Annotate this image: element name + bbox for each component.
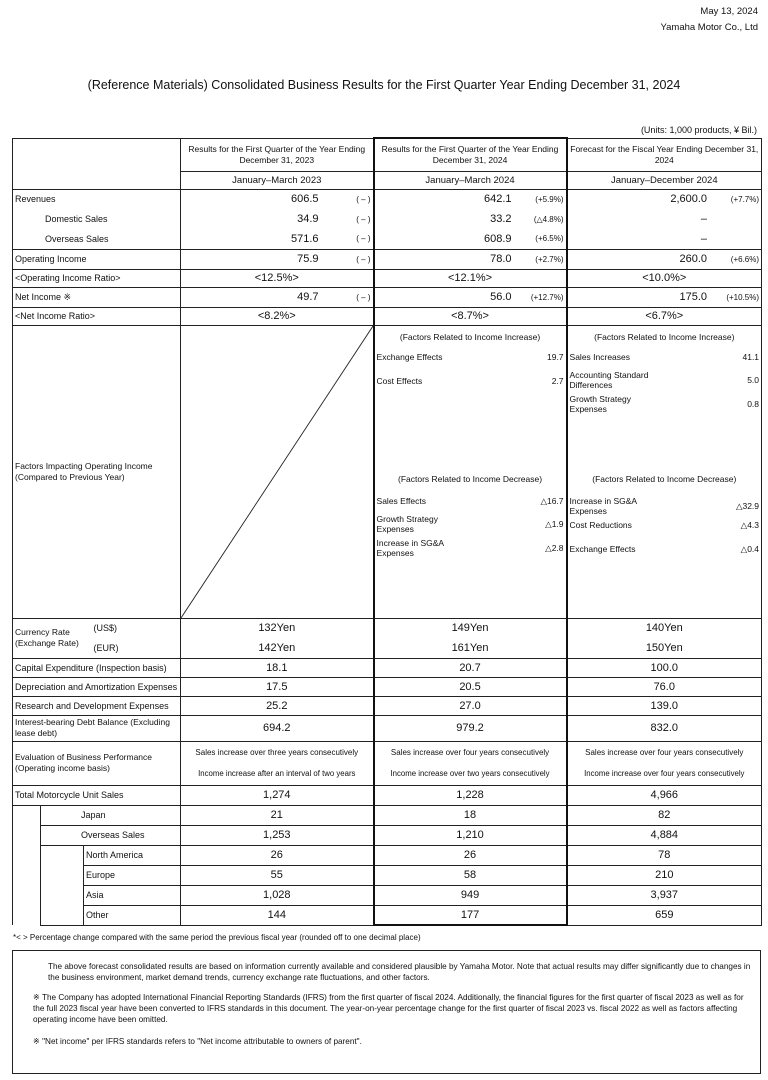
fy-inc-name-1: Accounting Standard Differences [569, 369, 649, 390]
net-income-q1-2024: 56.0 [490, 291, 512, 303]
q1-dec-name-1: Growth Strategy Expenses [376, 513, 438, 534]
domestic-q1-2024-change: (△4.8%) [533, 214, 564, 224]
row-label-capex: Capital Expenditure (Inspection basis) [13, 658, 181, 677]
na-q1-2024: 26 [374, 845, 567, 865]
op-income-q1-2024-change: (+2.7%) [535, 254, 564, 264]
net-income-fy-2024: 175.0 [679, 291, 708, 303]
debt-q1-2024: 979.2 [374, 715, 567, 741]
eur-fy-2024: 150Yen [567, 638, 762, 658]
fy-decrease-heading: (Factors Related to Income Decrease) [592, 473, 737, 484]
europe-q1-2024: 58 [374, 865, 567, 885]
eval-income-fy-2024: Income increase over four years consecutively [567, 763, 762, 785]
usd-q1-2024: 149Yen [374, 618, 567, 638]
row-label-debt: Interest-bearing Debt Balance (Excluding lease debt) [13, 715, 181, 741]
japan-q1-2023: 21 [181, 805, 374, 825]
overseas-fy-2024: – [700, 232, 708, 245]
row-label-depreciation: Depreciation and Amortization Expenses [13, 677, 181, 696]
other-q1-2023: 144 [181, 905, 374, 925]
eval-income-q1-2023: Income increase after an interval of two years [181, 763, 374, 785]
op-ratio-q1-2023: <12.5%> [181, 269, 374, 287]
period-q1-2024: January–March 2024 [374, 171, 567, 189]
op-ratio-fy-2024: <10.0%> [567, 269, 762, 287]
op-ratio-q1-2024: <12.1%> [374, 269, 567, 287]
capex-q1-2023: 18.1 [181, 658, 374, 677]
japan-q1-2024: 18 [374, 805, 567, 825]
net-income-q1-2024-change: (+12.7%) [530, 292, 564, 302]
row-label-currency: Currency Rate (Exchange Rate) [13, 618, 84, 658]
period-q1-2023: January–March 2023 [181, 171, 374, 189]
period-fy-2024: January–December 2024 [567, 171, 762, 189]
op-income-q1-2024: 78.0 [490, 253, 512, 265]
q1-dec-name-0: Sales Effects [376, 495, 426, 506]
fy-increase-heading: (Factors Related to Income Increase) [594, 331, 735, 342]
op-income-fy-2024-change: (+6.6%) [730, 254, 760, 264]
op-income-fy-2024: 260.0 [679, 253, 708, 265]
op-income-q1-2023-change: ( – ) [356, 254, 371, 264]
asia-q1-2023: 1,028 [181, 885, 374, 905]
row-label-other: Other [84, 905, 181, 925]
fy-dec-name-2: Exchange Effects [569, 543, 636, 554]
col-heading-fy-2024: Forecast for the Fiscal Year Ending December 31, 2024 [567, 138, 762, 171]
indent-spacer [13, 805, 41, 925]
revenues-q1-2023-change: ( – ) [356, 194, 371, 204]
row-label-net-income: Net Income ※ [13, 287, 181, 307]
debt-q1-2023: 694.2 [181, 715, 374, 741]
eval-sales-fy-2024: Sales increase over four years consecutively [567, 741, 762, 763]
fy-inc-val-2: 0.8 [747, 398, 760, 409]
eur-q1-2024: 161Yen [374, 638, 567, 658]
notes-box [12, 950, 761, 1074]
currency-usd-label: (US$) [84, 618, 181, 638]
asia-q1-2024: 949 [374, 885, 567, 905]
header-corner [13, 138, 181, 171]
note-ifrs: ※ The Company has adopted International Financial Reporting Standards (IFRS) from the first quarter of fiscal 2024. Additionally, the financial figures for the first quarter of fiscal 2023 as well as for the full 2023 fiscal year have been converted to IFRS standards in this document. The year-on-year percentage change for the first quarter of fiscal 2023 vs. fiscal 2022 as well as factors affecting operating income have been omitted. [33, 993, 744, 1024]
revenues-fy-2024: 2,600.0 [670, 193, 708, 206]
usd-fy-2024: 140Yen [567, 618, 762, 638]
q1-increase-heading: (Factors Related to Income Increase) [399, 331, 541, 342]
rnd-fy-2024: 139.0 [567, 696, 762, 715]
na-q1-2023: 26 [181, 845, 374, 865]
net-income-fy-2024-change: (+10.5%) [726, 292, 760, 302]
fy-inc-val-0: 41.1 [742, 351, 760, 362]
fy-inc-val-1: 5.0 [747, 374, 760, 385]
page-title: (Reference Materials) Consolidated Business Results for the First Quarter Year Ending December 31, 2024 [87, 78, 681, 92]
other-q1-2024: 177 [374, 905, 567, 925]
op-income-q1-2023: 75.9 [297, 253, 319, 265]
fy-dec-val-1: △4.3 [740, 519, 760, 530]
net-ratio-q1-2023: <8.2%> [181, 307, 374, 325]
percentage-footnote: *< > Percentage change compared with the same period the previous fiscal year (rounded off to one decimal place) [13, 933, 421, 942]
domestic-q1-2024: 33.2 [490, 213, 512, 225]
factors-q1-2024 [374, 325, 567, 618]
total-units-fy-2024: 4,966 [567, 785, 762, 805]
q1-dec-val-1: △1.9 [545, 518, 564, 529]
overseas-q1-2023: 571.6 [291, 232, 319, 245]
fy-inc-name-0: Sales Increases [569, 351, 631, 362]
row-label-rnd: Research and Development Expenses [13, 696, 181, 715]
fy-dec-val-2: △0.4 [740, 543, 760, 554]
total-units-q1-2024: 1,228 [374, 785, 567, 805]
row-label-domestic: Domestic Sales [13, 209, 181, 229]
net-ratio-fy-2024: <6.7%> [567, 307, 762, 325]
depreciation-fy-2024: 76.0 [567, 677, 762, 696]
other-fy-2024: 659 [567, 905, 762, 925]
row-label-operating-income: Operating Income [13, 249, 181, 269]
q1-dec-val-2: △2.8 [545, 542, 564, 553]
depreciation-q1-2023: 17.5 [181, 677, 374, 696]
revenues-q1-2024-change: (+5.9%) [535, 194, 564, 204]
row-label-factors: Factors Impacting Operating Income (Compared to Previous Year) [13, 325, 181, 618]
factors-fy-2024 [567, 325, 762, 618]
revenues-q1-2024: 642.1 [484, 193, 512, 206]
net-income-q1-2023-change: ( – ) [356, 292, 371, 302]
na-fy-2024: 78 [567, 845, 762, 865]
eval-sales-q1-2023: Sales increase over three years consecutively [181, 741, 374, 763]
overseas-units-fy-2024: 4,884 [567, 825, 762, 845]
total-units-q1-2023: 1,274 [181, 785, 374, 805]
fy-dec-name-0: Increase in SG&A Expenses [569, 495, 637, 516]
col-heading-q1-2024: Results for the First Quarter of the Year Ending December 31, 2024 [374, 138, 567, 171]
note-forecast: The above forecast consolidated results are based on information currently available and considered plausible by Yamaha Motor. Note that actual results may differ significantly due to changes in the business environment, market demand trends, currency exchange rate fluctuations, and other factors. [48, 962, 751, 982]
overseas-units-q1-2023: 1,253 [181, 825, 374, 845]
row-label-total-units: Total Motorcycle Unit Sales [13, 785, 181, 805]
row-label-north-america: North America [84, 845, 181, 865]
q1-inc-name-1: Cost Effects [376, 375, 423, 386]
q1-inc-val-1: 2.7 [551, 375, 564, 386]
domestic-q1-2023-change: ( – ) [356, 214, 371, 224]
domestic-q1-2023: 34.9 [297, 213, 319, 225]
rnd-q1-2023: 25.2 [181, 696, 374, 715]
overseas-q1-2024-change: (+6.5%) [535, 234, 564, 244]
row-label-japan: Japan [41, 805, 181, 825]
depreciation-q1-2024: 20.5 [374, 677, 567, 696]
diagonal-strike [181, 326, 373, 618]
row-label-operating-ratio: <Operating Income Ratio> [13, 269, 181, 287]
q1-dec-val-0: △16.7 [540, 495, 564, 506]
net-income-q1-2023: 49.7 [297, 291, 319, 303]
row-label-asia: Asia [84, 885, 181, 905]
eval-income-q1-2024: Income increase over two years consecutively [374, 763, 567, 785]
q1-dec-name-2: Increase in SG&A Expenses [376, 537, 444, 558]
europe-fy-2024: 210 [567, 865, 762, 885]
usd-q1-2023: 132Yen [181, 618, 374, 638]
q1-inc-name-0: Exchange Effects [376, 351, 443, 362]
header-corner-lower [13, 171, 181, 189]
row-label-overseas: Overseas Sales [13, 229, 181, 249]
overseas-q1-2023-change: ( – ) [356, 234, 371, 244]
units-label: (Units: 1,000 products, ¥ Bil.) [640, 125, 757, 135]
region-indent [41, 845, 84, 925]
note-net-income: ※ "Net income" per IFRS standards refers to "Net income attributable to owners of parent". [33, 1037, 362, 1046]
japan-fy-2024: 82 [567, 805, 762, 825]
eur-q1-2023: 142Yen [181, 638, 374, 658]
revenues-q1-2023: 606.5 [291, 193, 319, 206]
capex-fy-2024: 100.0 [567, 658, 762, 677]
row-label-net-ratio: <Net Income Ratio> [13, 307, 181, 325]
debt-fy-2024: 832.0 [567, 715, 762, 741]
q1-inc-val-0: 19.7 [546, 351, 564, 362]
domestic-fy-2024: – [700, 213, 708, 225]
col-heading-q1-2023: Results for the First Quarter of the Year Ending December 31, 2023 [181, 138, 374, 171]
net-ratio-q1-2024: <8.7%> [374, 307, 567, 325]
fy-dec-val-0: △32.9 [735, 500, 760, 511]
asia-fy-2024: 3,937 [567, 885, 762, 905]
overseas-q1-2024: 608.9 [484, 232, 512, 245]
revenues-fy-2024-change: (+7.7%) [730, 194, 760, 204]
results-table [12, 137, 762, 926]
eval-sales-q1-2024: Sales increase over four years consecutively [374, 741, 567, 763]
row-label-evaluation: Evaluation of Business Performance (Operating income basis) [13, 741, 181, 785]
row-label-overseas-units: Overseas Sales [41, 825, 181, 845]
overseas-units-q1-2024: 1,210 [374, 825, 567, 845]
company-name: Yamaha Motor Co., Ltd [660, 22, 758, 33]
fy-dec-name-1: Cost Reductions [569, 519, 632, 530]
europe-q1-2023: 55 [181, 865, 374, 885]
currency-eur-label: (EUR) [84, 638, 181, 658]
report-date: May 13, 2024 [700, 6, 758, 17]
q1-decrease-heading: (Factors Related to Income Decrease) [397, 473, 543, 484]
row-label-revenues: Revenues [13, 189, 181, 209]
row-label-europe: Europe [84, 865, 181, 885]
rnd-q1-2024: 27.0 [374, 696, 567, 715]
factors-q1-2023-empty [181, 325, 374, 618]
capex-q1-2024: 20.7 [374, 658, 567, 677]
fy-inc-name-2: Growth Strategy Expenses [569, 393, 631, 414]
